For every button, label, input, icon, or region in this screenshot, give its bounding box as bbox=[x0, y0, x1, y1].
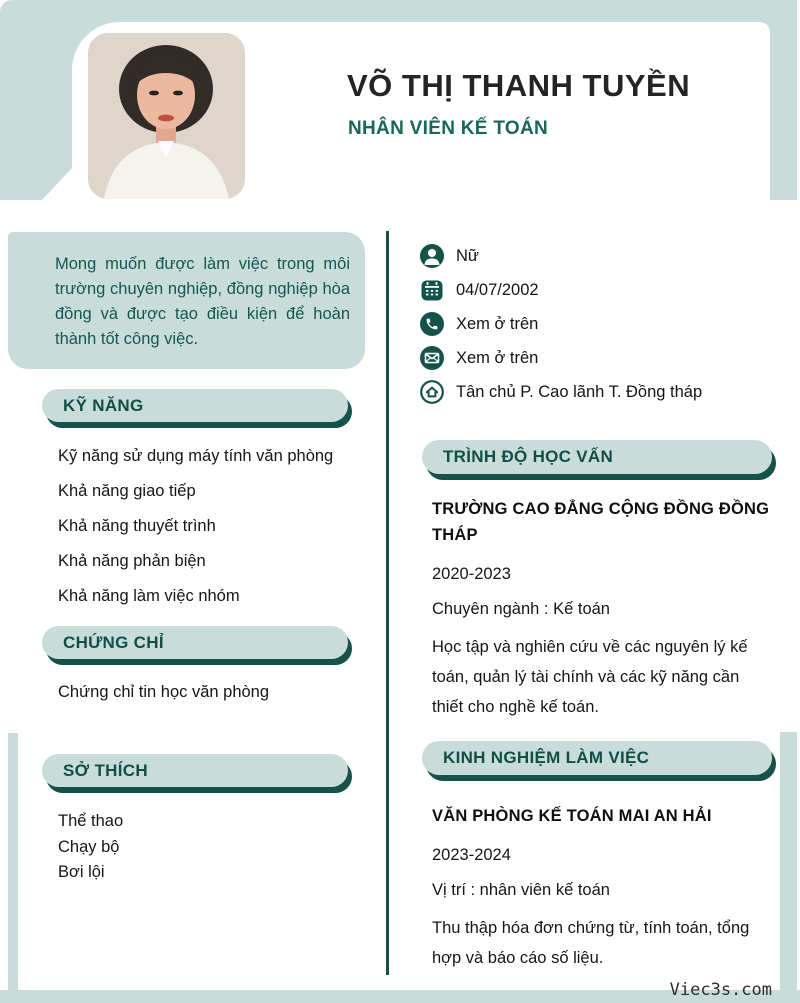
person-icon bbox=[420, 244, 444, 268]
contact-row-email bbox=[420, 346, 780, 370]
objective-text: Mong muốn được làm việc trong môi trường chuyên nghiệp, đồng nghiệp hòa đồng và được tạo điều kiện để hoàn thành tốt công việc. bbox=[55, 255, 350, 348]
objective-box bbox=[8, 232, 365, 369]
experience-heading: KINH NGHIỆM LÀM VIỆC bbox=[422, 741, 772, 775]
hobby-item: Thể thao bbox=[58, 812, 124, 830]
skill-item: Khả năng phản biện bbox=[58, 552, 206, 570]
section-education bbox=[422, 440, 772, 722]
hobbies-list bbox=[42, 809, 348, 886]
column-divider bbox=[386, 231, 389, 975]
certificate-item: Chứng chỉ tin học văn phòng bbox=[58, 683, 270, 701]
right-accent-bar bbox=[780, 732, 797, 1003]
contact-row-phone bbox=[420, 312, 780, 336]
email-icon bbox=[420, 346, 444, 370]
section-certificates bbox=[42, 626, 348, 702]
education-description: Học tập và nghiên cứu về các nguyên lý kế toán, quản lý tài chính và các kỹ năng cần thiết cho nghề kế toán. bbox=[432, 638, 748, 716]
gender-value: Nữ bbox=[456, 246, 479, 265]
phone-icon bbox=[420, 312, 444, 336]
hobby-item: Bơi lội bbox=[58, 863, 105, 881]
contact-info bbox=[420, 244, 780, 414]
contact-row-gender bbox=[420, 244, 780, 268]
experience-position: Vị trí : nhân viên kế toán bbox=[432, 881, 610, 899]
calendar-icon bbox=[420, 278, 444, 302]
phone-value: Xem ở trên bbox=[456, 314, 539, 333]
contact-row-birthdate bbox=[420, 278, 780, 302]
certificates-list bbox=[42, 683, 348, 702]
skill-item: Khả năng thuyết trình bbox=[58, 517, 216, 535]
experience-description: Thu thập hóa đơn chứng từ, tính toán, tổng hợp và báo cáo số liệu. bbox=[432, 919, 750, 967]
education-major: Chuyên ngành : Kế toán bbox=[432, 600, 610, 618]
certificates-heading: CHỨNG CHỈ bbox=[42, 626, 348, 659]
home-icon bbox=[420, 380, 444, 404]
skills-heading: KỸ NĂNG bbox=[42, 389, 348, 422]
candidate-name: VÕ THỊ THANH TUYỀN bbox=[347, 68, 691, 103]
section-hobbies bbox=[42, 754, 348, 886]
skill-item: Kỹ năng sử dụng máy tính văn phòng bbox=[58, 447, 334, 465]
experience-body bbox=[422, 803, 772, 973]
experience-period: 2023-2024 bbox=[432, 846, 511, 864]
education-period: 2020-2023 bbox=[432, 565, 511, 583]
left-accent-bar bbox=[8, 733, 18, 990]
address-value: Tân chủ P. Cao lãnh T. Đồng tháp bbox=[456, 382, 703, 401]
section-skills bbox=[42, 389, 348, 622]
skill-item: Khả năng làm việc nhóm bbox=[58, 587, 240, 605]
birthdate-value: 04/07/2002 bbox=[456, 280, 539, 299]
skills-list bbox=[42, 447, 348, 606]
contact-row-address bbox=[420, 380, 780, 404]
profile-photo bbox=[88, 33, 245, 199]
portrait-photo-icon bbox=[88, 33, 245, 199]
candidate-job-title: NHÂN VIÊN KẾ TOÁN bbox=[348, 118, 549, 139]
email-value: Xem ở trên bbox=[456, 348, 539, 367]
school-name: TRƯỜNG CAO ĐẲNG CỘNG ĐỒNG ĐỒNG THÁP bbox=[432, 500, 770, 544]
education-heading: TRÌNH ĐỘ HỌC VẤN bbox=[422, 440, 772, 474]
company-name: VĂN PHÒNG KẾ TOÁN MAI AN HẢI bbox=[432, 807, 712, 825]
skill-item: Khả năng giao tiếp bbox=[58, 482, 196, 500]
hobbies-heading: SỞ THÍCH bbox=[42, 754, 348, 787]
watermark-text: Viec3s.com bbox=[669, 980, 772, 1000]
hobby-item: Chạy bộ bbox=[58, 837, 120, 856]
section-experience bbox=[422, 741, 772, 973]
education-body bbox=[422, 496, 772, 722]
